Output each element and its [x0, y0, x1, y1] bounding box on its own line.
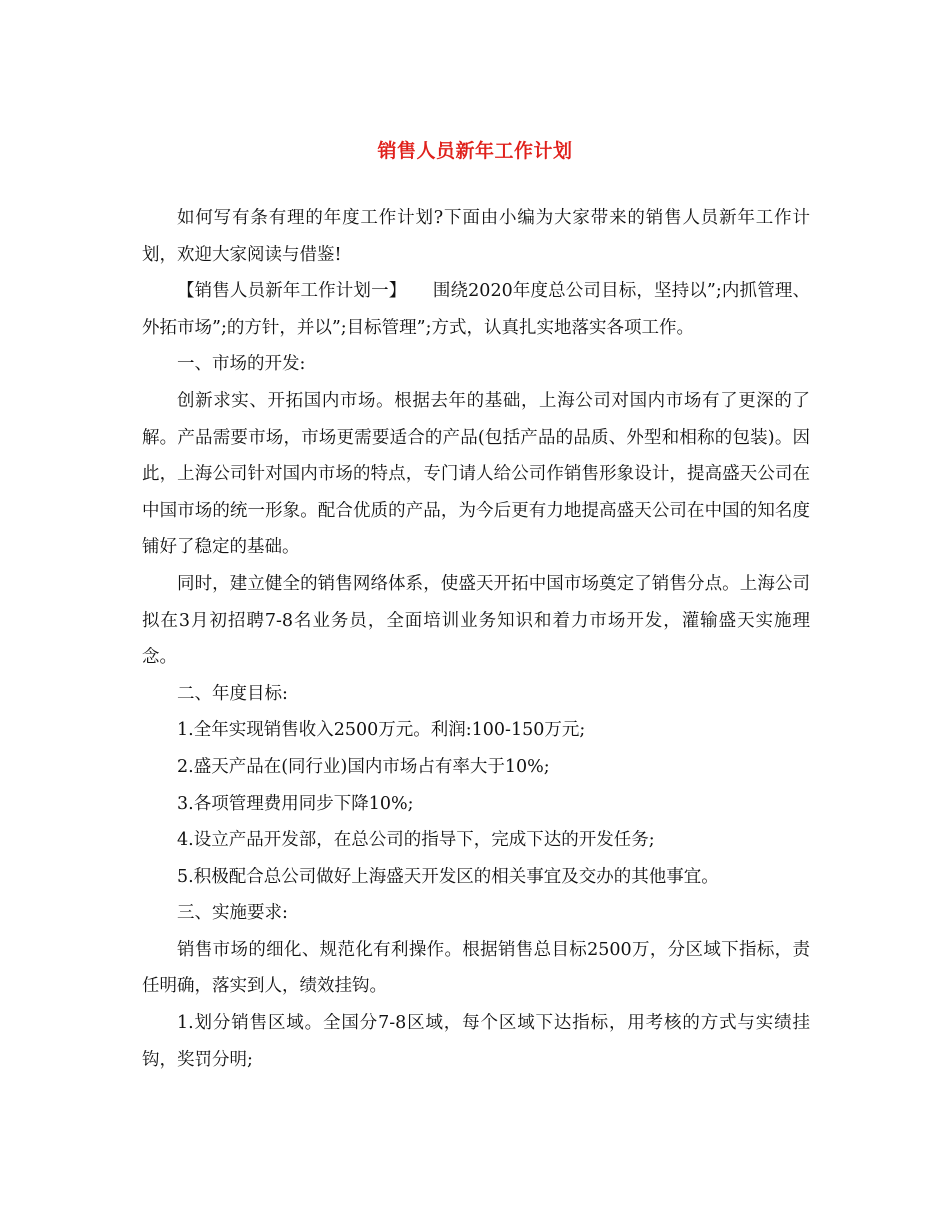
list-item: 5.积极配合总公司做好上海盛天开发区的相关事宜及交办的其他事宜。 [177, 866, 719, 887]
paragraph-intro: 如何写有条有理的年度工作计划?下面由小编为大家带来的销售人员新年工作计划，欢迎大家阅读与借鉴! [142, 208, 810, 265]
list-item: 3.各项管理费用同步下降10%; [177, 793, 414, 814]
section-heading-market: 一、市场的开发: [177, 354, 306, 375]
document-title: 销售人员新年工作计划 [377, 140, 573, 162]
list-item: 1.划分销售区域。全国分7-8区域，每个区域下达指标，用考核的方式与实绩挂钩，奖罚分明; [142, 1013, 810, 1070]
list-item: 2.盛天产品在(同行业)国内市场占有率大于10%; [177, 756, 550, 777]
document-body [142, 200, 810, 1078]
list-item: 1.全年实现销售收入2500万元。利润:100-150万元; [177, 720, 586, 741]
paragraph-sales-network: 同时，建立健全的销售网络体系，使盛天开拓中国市场奠定了销售分点。上海公司拟在3月初招聘7-8名业务员，全面培训业务知识和着力市场开发，灌输盛天实施理念。 [142, 573, 810, 668]
paragraph-requirements: 销售市场的细化、规范化有利操作。根据销售总目标2500万，分区域下指标，责任明确，落实到人，绩效挂钩。 [142, 939, 810, 997]
paragraph-market-development: 创新求实、开拓国内市场。根据去年的基础，上海公司对国内市场有了更深的了解。产品需要市场，市场更需要适合的产品(包括产品的品质、外型和相称的包装)。因此，上海公司针对国内市场的特点，专门请人给公司作销售形象设计，提高盛天公司在中国市场的统一形象。配合优质的产品，为今后更有力地提高盛天公司在中国的知名度铺好了稳定的基础。 [142, 390, 810, 558]
section-heading-requirements: 三、实施要求: [177, 903, 288, 924]
list-item: 4.设立产品开发部，在总公司的指导下，完成下达的开发任务; [177, 830, 655, 851]
paragraph-plan-one: 【销售人员新年工作计划一】 围绕2020年度总公司目标，坚持以”;内抓管理、外拓市场”;的方针，并以”;目标管理”;方式，认真扎实地落实各项工作。 [142, 281, 810, 338]
section-heading-annual-goals: 二、年度目标: [177, 683, 288, 704]
